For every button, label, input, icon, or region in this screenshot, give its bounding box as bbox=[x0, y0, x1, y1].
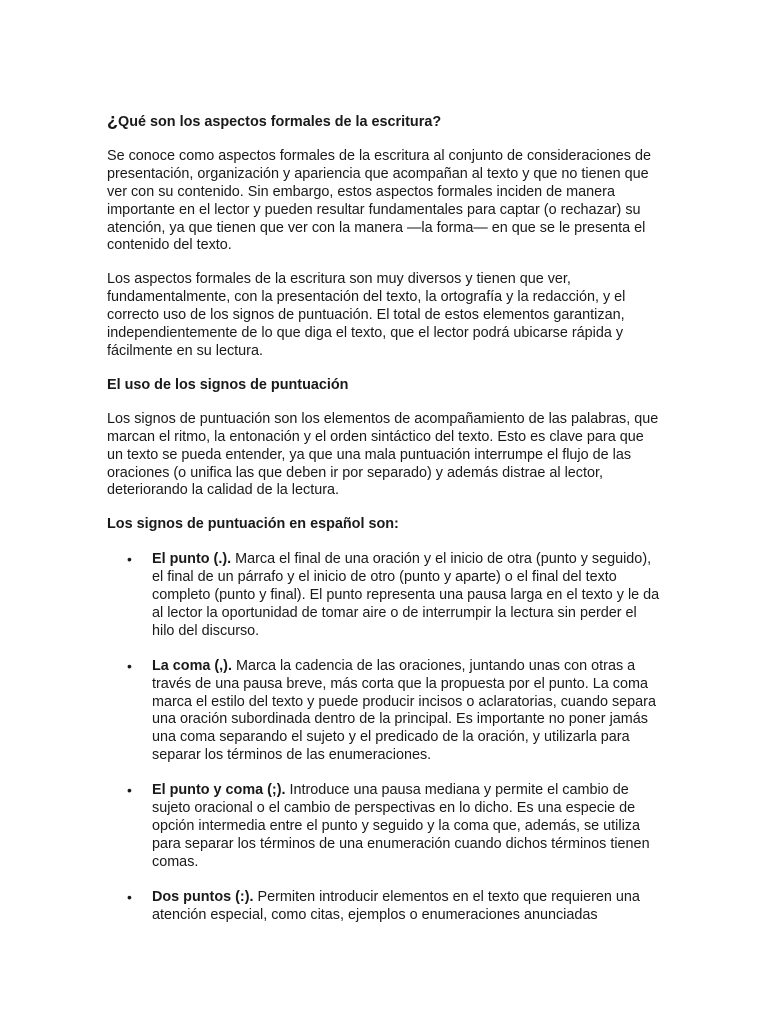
list-item-text: Introduce una pausa mediana y permite el cambio de sujeto oracional o el cambio de perspectivas en lo dicho. Es una especie de opción intermedia entre el punto y seguido y la coma que, además, se utiliza para separar los términos de una enumeración cuando dichos términos tienen comas. bbox=[152, 782, 650, 870]
section-heading: El uso de los signos de puntuación bbox=[107, 376, 349, 393]
bullet-icon: • bbox=[127, 657, 132, 674]
list-heading: Los signos de puntuación en español son: bbox=[107, 516, 399, 533]
paragraph-aspects: Los aspectos formales de la escritura son muy diversos y tienen que ver, fundamentalmente, con la presentación del texto, la ortografía y la redacción, y el correcto uso de los signos de puntuación. El total de estos elementos garantizan, independientemente de lo que diga el texto, que el lector podrá ubicarse rápida y fácilmente en su lectura. bbox=[107, 271, 626, 359]
title-text: Qué son los aspectos formales de la escritura? bbox=[118, 114, 442, 130]
list-item-text: Marca la cadencia de las oraciones, juntando unas con otras a través de una pausa breve, más corta que la propuesta por el punto. La coma marca el estilo del texto y puede producir incisos o aclaratorias, cuando separa una oración subordinada dentro de la principal. Es importante no poner jamás una coma separando el sujeto y el predicado de la oración, y utilizarla para separar los términos de las enumeraciones. bbox=[152, 657, 656, 764]
paragraph-intro: Se conoce como aspectos formales de la escritura al conjunto de consideraciones de presentación, organización y apariencia que acompañan al texto y que no tienen que ver con su contenido. Sin embargo, estos aspectos formales inciden de manera importante en el lector y pueden resultar fundamentales para captar (o rechazar) su atención, ya que tienen que ver con la manera —la forma— en que se le presenta el contenido del texto. bbox=[107, 147, 651, 254]
document-title bbox=[107, 112, 661, 132]
list-item-term: Dos puntos (:). bbox=[152, 888, 254, 905]
list-item-text: Marca el final de una oración y el inicio de otra (punto y seguido), el final de un párrafo y el inicio de otro (punto y aparte) o el final del texto completo (punto y final). El punto representa una pausa larga en el texto y le da al lector la oportunidad de tomar aire o de interrumpir la lectura sin perder el hilo del discurso. bbox=[152, 551, 660, 639]
list-item bbox=[107, 782, 661, 872]
list-item bbox=[107, 658, 661, 765]
list-item-term: El punto (.). bbox=[152, 551, 232, 568]
paragraph-punctuation: Los signos de puntuación son los elementos de acompañamiento de las palabras, que marcan el ritmo, la entonación y el orden sintáctico del texto. Esto es clave para que un texto se pueda entender, ya que una mala puntuación interrumpe el flujo de las oraciones (o unifica las que deben ir por separado) y además distrae al lector, deteriorando la calidad de la lectura. bbox=[107, 410, 659, 499]
list-item-term: El punto y coma (;). bbox=[152, 782, 286, 799]
bullet-icon: • bbox=[127, 782, 132, 799]
bullet-icon: • bbox=[127, 551, 132, 568]
title-prefix: ¿ bbox=[107, 110, 118, 130]
list-item-term: La coma (,). bbox=[152, 657, 232, 674]
punctuation-list bbox=[107, 551, 661, 924]
list-item-text: Permiten introducir elementos en el texto que requieren una atención especial, como citas, ejemplos o enumeraciones anunciadas bbox=[152, 888, 640, 923]
list-item bbox=[107, 551, 661, 641]
bullet-icon: • bbox=[127, 888, 132, 905]
document-page bbox=[107, 112, 661, 942]
list-item bbox=[107, 889, 661, 925]
